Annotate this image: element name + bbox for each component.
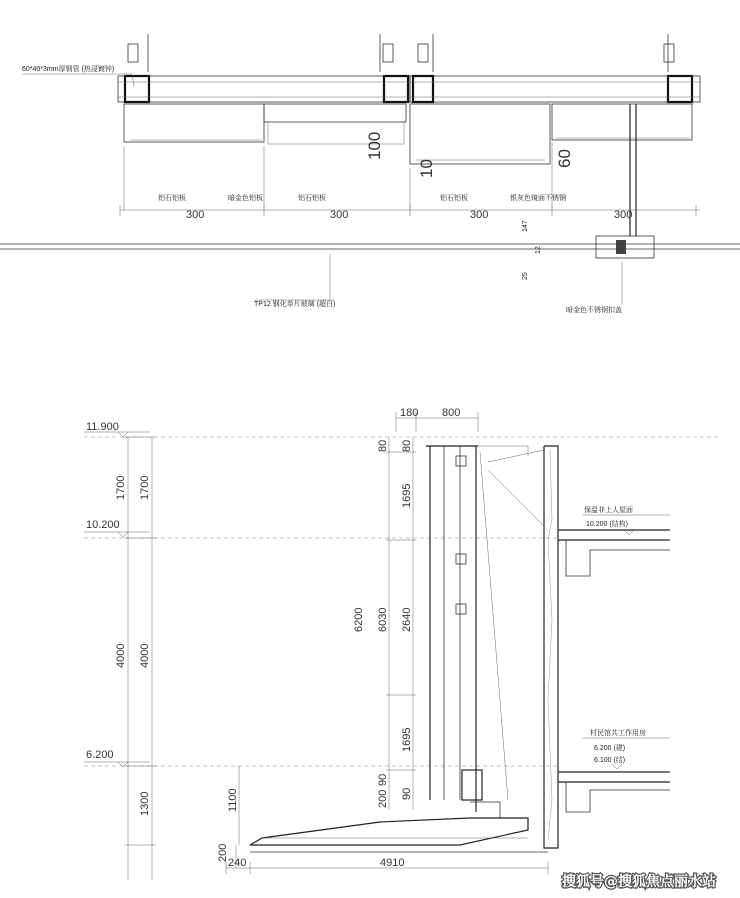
level-10200: 10.200 <box>86 519 120 531</box>
dim-1695-b: 1695 <box>401 727 413 752</box>
dim-12: 12 <box>535 246 542 254</box>
cap-note: 暗金色不锈钢扣盖 <box>566 307 622 314</box>
dim-6030: 6030 <box>377 607 389 632</box>
dim-1100: 1100 <box>227 788 239 812</box>
watermark: 搜狐号@搜狐焦点丽水站 <box>562 874 716 890</box>
label-panel-e: 银灰色镜面不锈钢 <box>510 195 566 202</box>
roof-level: 10.200 (结构) <box>586 521 629 528</box>
dim-25: 25 <box>522 272 529 280</box>
dim-1300: 1300 <box>139 791 151 816</box>
dim-300-d: 300 <box>614 209 633 221</box>
dim-1700-b: 1700 <box>139 475 151 500</box>
glass-fitting <box>596 104 654 258</box>
dim-4000-a: 4000 <box>115 643 127 668</box>
top-detail <box>0 34 740 314</box>
section-detail <box>84 407 720 880</box>
dim-300-b: 300 <box>330 209 349 221</box>
dim-300-a: 300 <box>186 209 205 221</box>
dim-10: 10 <box>417 159 436 178</box>
glass-note: TP12 钢化单片玻璃 (超白) <box>254 301 336 308</box>
dim-bottom-200: 200 <box>217 843 229 862</box>
dim-2640: 2640 <box>401 607 413 632</box>
ceiling-panels <box>124 104 692 164</box>
floor-level-a: 6.200 (建) <box>594 745 626 752</box>
dim-240: 240 <box>228 857 247 869</box>
dim-80-b: 80 <box>401 439 413 452</box>
roof-note: 保温非上人屋面 <box>584 507 633 514</box>
label-panel-a: 铝石铝板 <box>158 195 186 202</box>
label-panel-d: 铝石铝板 <box>440 195 468 202</box>
dim-300-c: 300 <box>470 209 489 221</box>
dim-800: 800 <box>442 407 461 419</box>
dim-80-a: 80 <box>377 439 389 452</box>
dim-90-a: 90 <box>377 773 389 786</box>
dim-90-b: 90 <box>401 787 413 800</box>
dim-100: 100 <box>365 131 384 160</box>
level-6200: 6.200 <box>86 749 114 761</box>
dim-4000-b: 4000 <box>139 643 151 668</box>
dim-200: 200 <box>377 789 389 808</box>
dim-60: 60 <box>555 149 574 168</box>
dim-180: 180 <box>400 407 419 419</box>
dim-147: 147 <box>522 220 529 232</box>
canopy-base <box>250 802 548 852</box>
steel-tube-note: 60*40*3mm厚钢管 (热浸镀锌) <box>22 66 115 73</box>
steel-beam <box>118 76 700 102</box>
facade-frame <box>426 446 528 812</box>
dim-4910: 4910 <box>380 857 405 869</box>
floor-level-b: 6.100 (结) <box>594 757 626 764</box>
label-panel-c: 铝石铝板 <box>298 195 326 202</box>
floor-note: 村民馆共工作用房 <box>590 730 646 737</box>
dim-1695-a: 1695 <box>401 483 413 508</box>
level-11900: 11.900 <box>86 421 119 433</box>
anchor-plates <box>128 34 674 72</box>
dim-6200: 6200 <box>353 607 365 632</box>
dim-1700-a: 1700 <box>115 475 127 500</box>
label-panel-b: 暗金色铝板 <box>228 195 263 202</box>
glass-pane <box>0 244 740 249</box>
